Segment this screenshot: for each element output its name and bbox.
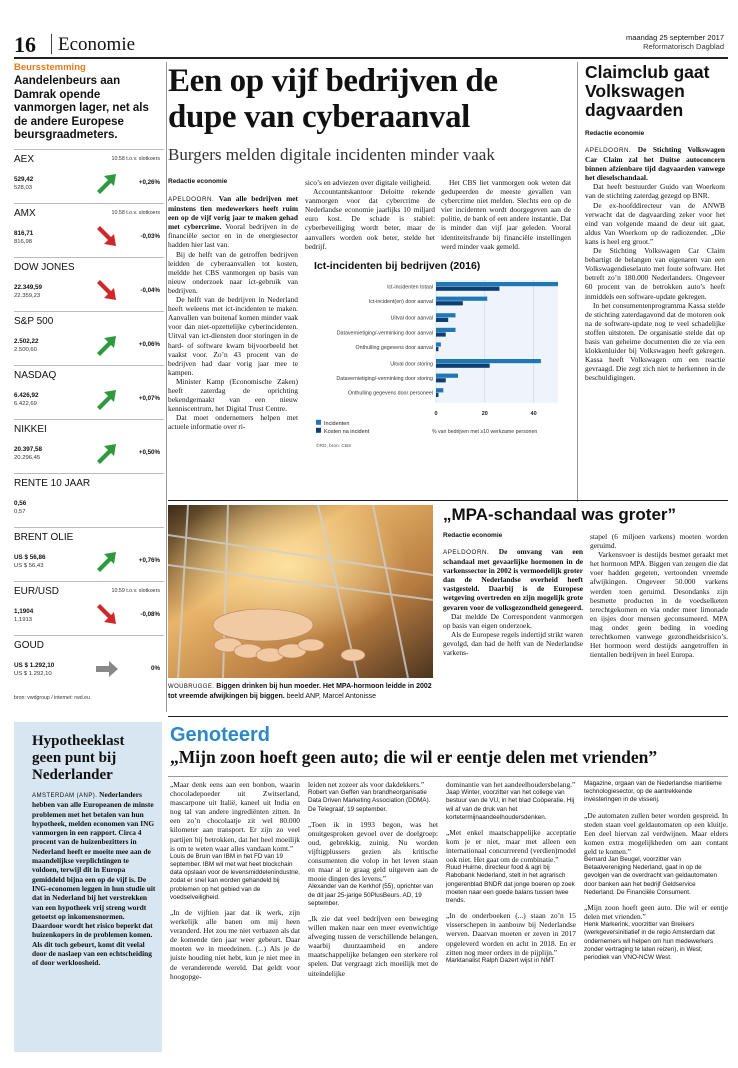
- chart-bar-kosten: [436, 364, 490, 368]
- main-dateline: APELDOORN.: [168, 196, 215, 203]
- chart-bar-kosten: [436, 347, 438, 351]
- quote-3: „Toen ik in 1993 begon, was het onuitgesproken gevoel over de doelgroep: oud, gebrekkig, zuinig. Nu worden vijftigplussers gezien als kritische consumenten die volop in het leven staan en maar al te graag geld uitgeven aan de mooie dingen des levens.”: [308, 819, 438, 884]
- chart-bar-kosten: [436, 287, 499, 291]
- market-row: [14, 419, 164, 473]
- market-note: 10.58 t.o.v. slotkoers: [111, 209, 160, 216]
- market-change: 0%: [151, 664, 160, 672]
- claim-divider: [577, 62, 578, 502]
- quote-2: „In de vijftien jaar dat ik werk, zijn werkelijk alle banen om mij heen veranderd. Het zou me niet verbazen als dat de komende tien jaar weer gebeurt. Daar moeten we in meedeinen. (...) Als je de juiste houding niet hebt, kun je niet mee in de veranderende wereld. Dat geldt voor hoogopge-: [170, 907, 300, 981]
- main-paragraph-4: Minister Kamp (Economische Zaken) heeft zaterdag de oprichting bekendgemaakt van een nieuw kenniscentrum, het Digital Trust Centre.: [168, 376, 298, 414]
- mpa-byline: Redactie economie: [443, 532, 503, 539]
- market-lead: Aandelenbeurs aan Damrak opende vanmorgen lager, net als de andere Europese beursgraadmeters.: [14, 75, 149, 141]
- market-note: 10.58 t.o.v. slotkoers: [111, 155, 160, 162]
- market-previous-value: 20.296,45: [14, 454, 41, 461]
- market-source: bron: vwdgroup / internet: rwd.eu: [14, 694, 90, 701]
- main-column-3: [441, 178, 571, 251]
- claim-paragraph-2: Dat heeft bestuurder Guido van Woerkom van de stichting zaterdag gezegd op BNR.: [585, 182, 725, 201]
- hypotheek-headline: Hypotheeklast geen punt bij Nederlander: [32, 733, 125, 783]
- market-row: [14, 311, 164, 365]
- market-previous-value: 528,03: [14, 184, 33, 191]
- market-previous-value: 22.359,23: [14, 292, 41, 299]
- page-number: 16: [14, 32, 36, 57]
- main-paragraph-6: sico’s en adviezen over digitale veiligheid.: [305, 178, 432, 187]
- chart-category-label: Onthulling gegevens door personeel: [347, 390, 433, 397]
- chart-bar-kosten: [436, 301, 463, 305]
- quote-4-attribution: Jaap Winter, voorzitter van het college van bestuur van de VU, in het blad Coöperatie. Hij wil af van de druk van het kortetermijnaandeelhoudersdenken.: [446, 789, 575, 821]
- main-lead-rest: Vooral bedrijven in de financiële sector en in de energiesector hadden hier last van.: [168, 222, 298, 250]
- photo-caption: [168, 682, 434, 701]
- hypotheek-dateline: AMSTERDAM (ANP).: [32, 792, 98, 799]
- quote-5-attribution: Ruud Huirne, directeur food & agri bij Rabobank Nederland, stelt in het agrarisch jongerenblad BNDR dat jonge boeren op zoek moeten naar een goede balans tussen twee trends.: [446, 864, 575, 905]
- quote-8-attribution: Henk Markerink, voorzitter van Breikers (werkgeversinitiatief in de regio Amsterdam dat ondernemers wil helpen om hun medewerkers zonder vertraging te laten reizen), in West, periodiek van VNO-NCW West.: [584, 921, 715, 962]
- chart-legend-swatch-incidenten: [316, 420, 321, 425]
- claim-paragraph-4: De Stichting Volkswagen Car Claim behartigt de belangen van eigenaren van een Volkswagendieselauto met foute software. Het betreft zo’n 180.000 Nederlanders. Ongeveer 60 procent van de betrokken auto’s heeft inmiddels een software-update gekregen.: [585, 246, 725, 301]
- market-name: RENTE 10 JAAR: [14, 477, 91, 489]
- claim-paragraph-1: [585, 145, 725, 182]
- quote-1-attribution: Louis de Bruin van IBM in het FD van 19 september. IBM wil met wat heet blockchain data opslaan voor de levensmiddelenindustrie, zodat er snel kan worden gehandeld bij problemen op het gebied van de voedselveiligheid.: [170, 852, 300, 901]
- market-change: +0,76%: [138, 556, 160, 564]
- piglets-photo: [168, 505, 433, 678]
- main-column-2: [305, 178, 435, 251]
- arrow-down-icon: [94, 279, 120, 303]
- arrow-up-icon: [94, 549, 120, 573]
- market-change: +0,07%: [138, 394, 160, 402]
- claim-headline: Claimclub gaat Volkswagen dagvaarden: [585, 62, 710, 120]
- main-paragraph-8: Het CBS liet vanmorgen ook weten dat gedupeerden de meeste gevallen van cybercrime niet melden. Slechts een op de vier incidenten wordt doorgegeven aan de politie, de bank of een andere instantie. Dat is minder dan vijf jaar geleden. Vooral identiteitsfraude bij financiële instellingen werd minder vaak gemeld.: [441, 178, 571, 251]
- market-name: BRENT OLIE: [14, 531, 74, 543]
- page-divider: [51, 34, 52, 54]
- chart-bar-incidenten: [436, 328, 456, 332]
- mpa-paragraph-3: Als de Europese regels indertijd strikt waren gevolgd, dan had de helft van de Nederlandse varkens-: [443, 629, 583, 658]
- market-row: [14, 203, 164, 257]
- publication-date: maandag 25 september 2017: [626, 33, 724, 42]
- main-lead: Van alle bedrijven met minstens tien medewerkers heeft ruim een op de vijf vorig jaar te maken gehad met cybercrime.: [168, 194, 298, 232]
- mpa-column-1: [443, 532, 583, 657]
- chart-category-label: Ict-incident(en) door aanval: [368, 299, 433, 306]
- market-name: S&P 500: [14, 315, 54, 327]
- market-previous-value: US $ 1.292,10: [14, 670, 52, 677]
- market-current-value: 2.502,22: [14, 337, 39, 345]
- mpa-paragraph-5: Varkensvoer is destijds besmet geraakt met het hormoon MPA. Biggen van zeugen die dat voer hadden gegeten, vertoonden vreemde afwijkingen. Ongeveer 50.000 varkens werden toen geruimd. Desondanks zijn besmette producten in de voedselketen terechtgekomen en via onder meer limonade en ijsjes door mensen geconsumeerd. MPA mag onder geen beding in voeding terechtkomen vanwege gezondheidsrisico’s. Het hormoon werd destijds aangetroffen in tientallen bedrijven in heel Europa.: [590, 550, 728, 660]
- market-current-value: 0,56: [14, 499, 27, 507]
- claim-body: [585, 130, 725, 382]
- market-current-value: US $ 56,86: [14, 553, 46, 561]
- genoteerd-headline: „Mijn zoon hoeft geen auto; die wil er eentje delen met vrienden”: [170, 747, 658, 767]
- market-row: [14, 365, 164, 419]
- genoteerd-column-3: [446, 780, 576, 965]
- main-paragraph-3: De helft van de bedrijven in Nederland heeft weleens met ict-incidenten te maken. Aanvallen van buitenaf komen minder vaak voor dan niet-opzettelijke cyberincidenten. Uitval van ict-diensten door storingen in de hard- of software kwam bijvoorbeeld het vaakst voor. Zo’n 43 procent van de bedrijven had daar vorig jaar mee te kampen.: [168, 295, 298, 377]
- quote-6-attribution: Marktanalist Ralph Dazert wijst in NMT: [446, 956, 555, 964]
- market-current-value: 22.349,59: [14, 283, 43, 291]
- chart-bar-incidenten: [436, 342, 441, 346]
- market-change: -0,08%: [140, 610, 160, 618]
- market-current-value: 816,71: [14, 229, 34, 237]
- market-previous-value: 0,57: [14, 508, 26, 515]
- claim-dateline: APELDOORN.: [585, 147, 632, 154]
- chart-legend-incidenten: Incidenten: [324, 420, 350, 427]
- genoteerd-top-rule: [168, 716, 728, 717]
- mpa-dateline: APELDOORN.: [443, 549, 490, 556]
- arrow-up-icon: [94, 387, 120, 411]
- hypotheek-paragraph: [32, 790, 156, 968]
- main-paragraph-5: Dat moet ondernemers helpen met actuele informatie over ri-: [168, 413, 298, 432]
- hypotheek-text: Nederlanders hebben van alle Europeanen de minste problemen met het betalen van hun hypotheek, melden economen van ING vanmorgen in een rapport. Circa 4 procent van de huizenbezitters in Nederland heeft er moeite mee aan de maandelijkse verplichtingen te voldoen, terwijl dit in Europa gemiddeld bijna een op de vijf is. De ING-economen leggen in hun studie uit dat in Nederland bij het verstrekken van een hypotheek vrij streng wordt getoetst op inkomensnormen. Daardoor wordt het risico beperkt dat huizenkopers in de problemen komen. Als dit toch gebeurt, komt dit veelal door de naslaep van een echtscheiding of door werkloosheid.: [32, 790, 156, 968]
- market-row: [14, 473, 164, 527]
- caption-place: WOUBRUGGE.: [168, 684, 215, 690]
- mpa-headline: „MPA-schandaal was groter”: [443, 505, 677, 524]
- sidebar-divider: [166, 62, 167, 712]
- quote-4-end: dominantie van het aandeelhoudersbelang.”: [446, 780, 576, 789]
- market-current-value: 1,1904: [14, 607, 34, 615]
- market-row: [14, 527, 164, 581]
- quote-4: „Ik zie dat veel bedrijven een beweging willen maken naar een meer evenwichtige afweging tussen de verschillende belangen, waarbij duurzaamheid en andere maatschappelijke belangen een sterkere rol spelen. Dat vergraagt zich moeilijk met de uiteindelijke: [308, 913, 438, 978]
- market-current-value: 6.426,92: [14, 391, 39, 399]
- market-list: [14, 149, 164, 689]
- market-name: AEX: [14, 153, 35, 165]
- market-change: +0,50%: [138, 448, 160, 456]
- claim-lead: De Stichting Volkswagen Car Claim zal het Duitse autoconcern binnen afzienbare tijd dagvaarden vanwege het dieselschandaal.: [585, 145, 725, 183]
- market-name: GOUD: [14, 639, 44, 651]
- main-paragraph-1: [168, 194, 298, 250]
- genoteerd-column-4: [584, 780, 728, 962]
- arrow-down-icon: [94, 225, 120, 249]
- section-title: Economie: [58, 34, 136, 55]
- chart-bar-incidenten: [436, 297, 487, 301]
- main-paragraph-7: Accountantskantoor Deloitte rekende vanmorgen voor dat cybercrime de Nederlandse economie jaarlijks 10 miljard euro kost. De schade is stabiel: cyberbeveiliging wordt beter, maar de aanvallers worden ook beter, stelde het bedrijf.: [305, 187, 435, 251]
- quote-6: „In de onderboeken (...) staan zo’n 15 visserschepen in aanbouw bij Nederlandse werven. Daarvan moeten er zeven in 2017 opgeleverd worden en acht in 2018. En er zitten nog meer orders in de pijplijn.”: [446, 911, 576, 957]
- chart-bar-incidenten: [436, 313, 456, 317]
- market-sidebar: [14, 62, 164, 701]
- main-paragraph-2: Bij de helft van de getroffen bedrijven leidden de cyberaanvallen tot kosten, meldde het CBS vanmorgen op basis van nieuw onderzoek naar ict-gebruik van bedrijven.: [168, 249, 298, 295]
- market-previous-value: 6.422,69: [14, 400, 37, 407]
- main-byline: Redactie economie: [168, 178, 228, 185]
- piglets-photo-illustration: [168, 505, 433, 678]
- masthead-rule: [14, 57, 728, 59]
- arrow-up-icon: [94, 333, 120, 357]
- chart-bar-incidenten: [436, 282, 558, 286]
- claim-byline: Redactie economie: [585, 130, 645, 137]
- main-subhead: Burgers melden digitale incidenten minder vaak: [168, 145, 495, 164]
- market-kicker: Beursstemming: [14, 62, 86, 73]
- caption-credit: beeld ANP, Marcel Antonisse: [286, 693, 377, 700]
- chart-x-tick: 40: [530, 410, 537, 417]
- quote-1: „Maar denk eens aan een bonbon, waarin chocoladepoeder uit Zwitserland, mascarpone uit Italië, kaneel uit India en nog tal van andere ingrediënten zitten. In een zo’n chocolaatje zit wel 80.000 kilometer aan transport. Er zijn zo veel partijen bij betrokken, dat het heel moeilijk is om te weten waar alles vandaan komt.”: [170, 780, 300, 853]
- quote-2-end: leiden net zozeer als voor dakdekkers.”: [308, 780, 425, 789]
- chart-bar-incidenten: [436, 359, 541, 363]
- arrow-down-icon: [94, 603, 120, 627]
- chart-category-label: Datavernietiging/-verminking door aanval: [336, 330, 433, 337]
- arrow-right-icon: [94, 657, 120, 681]
- chart-bar-incidenten: [436, 374, 458, 378]
- market-row: [14, 635, 164, 689]
- market-current-value: US $ 1.292,10: [14, 661, 55, 669]
- newspaper-name: Reformatorisch Dagblad: [643, 42, 724, 51]
- market-name: NASDAQ: [14, 369, 57, 381]
- genoteerd-kicker: Genoteerd: [170, 724, 271, 746]
- market-previous-value: US $ 56,43: [14, 562, 44, 569]
- chart-category-label: Onthulling gegevens door aanval: [355, 344, 433, 351]
- market-current-value: 529,42: [14, 175, 34, 183]
- chart-source: ©RD, bron: CBS: [316, 443, 352, 449]
- mpa-paragraph-1: [443, 547, 583, 612]
- quote-5: „Met enkel maatschappelijke acceptatie kom je er niet, maar met alleen een internationaal concurrerend (verdien)model ook niet. Het gaat om de combinatie.”: [446, 827, 576, 865]
- chart-category-label: Uitval door storing: [390, 361, 433, 368]
- mpa-paragraph-2: Dat meldde De Correspondent vanmorgen op basis van eigen onderzoek.: [443, 611, 583, 630]
- arrow-up-icon: [94, 441, 120, 465]
- genoteerd-column-2: [308, 780, 438, 978]
- chart-bar-kosten: [436, 332, 446, 336]
- chart-category-label: Ict-incidenten totaal: [387, 284, 433, 291]
- quote-7: „De automaten zullen beter worden gespreid. In steden staan veel geldautomaten op een kluitje. Een deel hiervan zal verdwijnen. Maar elders komen extra mogelijkheden om aan contant geld te komen.”: [584, 810, 728, 856]
- quote-3-attribution: Alexander van de Kerkhof (55), oprichter van de dit jaar 25-jarige 50PlusBeurs. AD, 19 september.: [308, 883, 434, 907]
- chart-category-label: Uitval door aanval: [390, 315, 433, 322]
- page-dateline: [626, 33, 724, 51]
- market-name: DOW JONES: [14, 261, 75, 273]
- market-change: -0,03%: [140, 232, 160, 240]
- market-row: [14, 257, 164, 311]
- main-column-1: [168, 178, 298, 431]
- chart-x-tick: 0: [434, 410, 438, 417]
- mpa-lead: De omvang van een schandaal met gevaarlijke hormonen in de varkenssector in 2002 is vermoedelijk groter dan de Nederlandse overheid heeft vastgesteld. Daarbij is de Europese wetgeving overtreden en zijn mogelijk grote gevaren voor de volksgezondheid genegeerd.: [443, 547, 583, 612]
- market-row: [14, 149, 164, 203]
- chart-bar-kosten: [436, 378, 446, 382]
- mpa-paragraph-4: stapel (6 miljoen varkens) moeten worden geruimd.: [590, 532, 728, 551]
- genoteerd-rule: [168, 776, 728, 777]
- market-current-value: 20.397,58: [14, 445, 43, 453]
- market-note: 10.59 t.o.v. slotkoers: [111, 587, 160, 594]
- arrow-up-icon: [94, 171, 120, 195]
- chart-canvas: [308, 276, 570, 471]
- market-name: AMX: [14, 207, 36, 219]
- chart-legend-swatch-kosten: [316, 428, 321, 433]
- chart-legend-kosten: Kosten na incident: [324, 428, 370, 435]
- quote-6-attribution-end: Magazine, orgaan van de Nederlandse maritieme technologiesector, op de aantrekkende investeringen in de visserij.: [584, 780, 722, 804]
- chart-bar-kosten: [436, 318, 448, 322]
- quote-7-attribution: Bernard Jan Beugel, voorzitter van Betaalvereniging Nederland, gaat in op de gevolgen van de overdracht van geldautomaten door banken aan het bedrijf Geldservice Nederland. De Financiële Consument.: [584, 856, 718, 896]
- chart-bar-incidenten: [436, 388, 443, 392]
- chart-x-axis-label: % van bedrijven met ≥10 werkzame personen: [432, 428, 538, 435]
- hypotheek-body: [32, 790, 156, 968]
- market-previous-value: 816,98: [14, 238, 33, 245]
- quote-2-attribution: Robert van Geffen van brandheorganisatie Data Driven Marketing Association (DDMA). De Telegraaf, 19 september.: [308, 789, 431, 813]
- market-change: +0,26%: [138, 178, 160, 186]
- market-name: EUR/USD: [14, 585, 60, 597]
- market-change: -0,04%: [140, 286, 160, 294]
- mpa-column-2: [590, 532, 728, 659]
- chart-category-label: Datavernietiging/-verminking door storing: [336, 376, 433, 383]
- chart-x-tick: 20: [481, 410, 488, 417]
- quote-8: „Mijn zoon hoeft geen auto. Die wil er eentje delen met vrienden.”: [584, 903, 728, 922]
- claim-paragraph-5: In het consumentenprogramma Kassa stelde de stichting zaterdagavond dat de motoren ook na de software-update nog te veel schadelijke stoffen uitstoten. De organisatie stelde dat op basis van geheime documenten die ze via een klokkenluider bij Volkswagen heeft gekregen. Kassa heeft Volkswagen om een reactie gevraagd. Die zegt zich niet te herkennen in de beschuldigingen.: [585, 300, 725, 383]
- market-row: [14, 581, 164, 635]
- claim-paragraph-3: De ex-hoofddirecteur van de ANWB verwacht dat de dagvaarding zeker voor het eind van volgende maand de deur uit gaat, aldus Van Woerkom op de radiozender. „Die kans is heel erg groot.”: [585, 200, 725, 246]
- genoteerd-column-1: [170, 780, 300, 981]
- chart-bar-kosten: [436, 393, 438, 397]
- market-change: +0,06%: [138, 340, 160, 348]
- market-previous-value: 1,1913: [14, 616, 33, 623]
- ict-incidents-chart: [308, 260, 570, 470]
- market-previous-value: 2.500,60: [14, 346, 37, 353]
- mid-rule: [168, 500, 728, 501]
- market-name: NIKKEI: [14, 423, 47, 435]
- chart-title: Ict-incidenten bij bedrijven (2016): [314, 260, 481, 272]
- caption-text: Biggen drinken bij hun moeder. Het MPA-hormoon leidde in 2002 tot vreemde afwijkingen bij biggen.: [168, 683, 432, 700]
- main-headline: Een op vijf bedrijven de dupe van cyberaanval: [168, 63, 498, 135]
